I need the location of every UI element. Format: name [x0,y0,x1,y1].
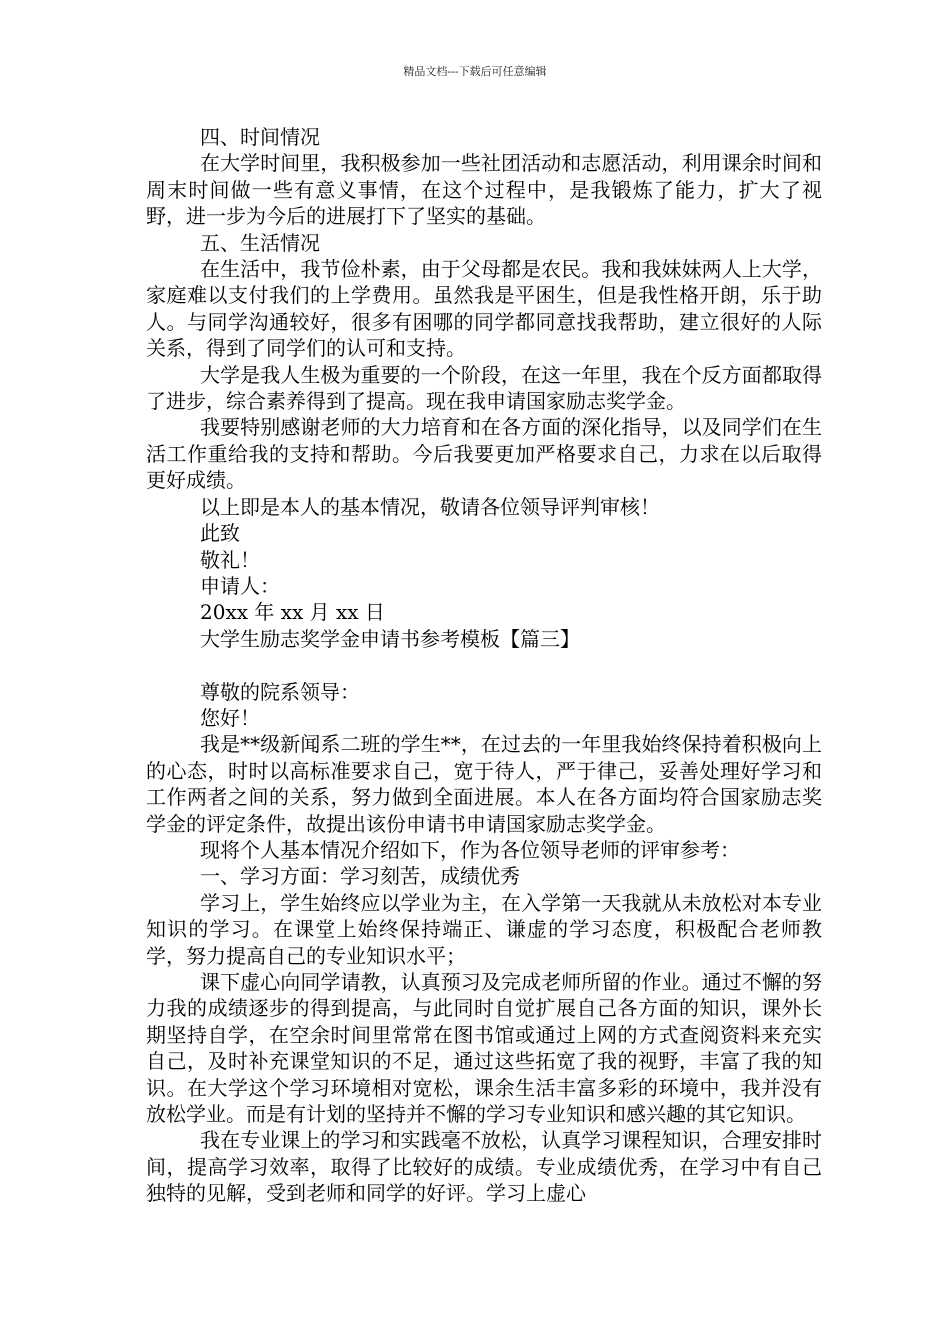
paragraph: 您好！ [200,705,260,730]
paragraph: 20xx 年 xx 月 xx 日 [200,600,385,625]
paragraph: 申请人： [200,573,280,598]
page-header: 精品文档---下载后可任意编辑 [403,65,547,78]
paragraph: 以上即是本人的基本情况，敬请各位领导评判审核！ [200,494,660,519]
paragraph: 在生活中，我节俭朴素，由于父母都是农民。我和我妹妹两人上大学，家庭难以支付我们的上学费用。虽然我是平困生，但是我性格开朗，乐于助人。与同学沟通较好，很多有困哪的同学都同意找我帮助，建立很好的人际关系，得到了同学们的认可和支持。 [146,257,822,361]
paragraph: 现将个人基本情况介绍如下，作为各位领导老师的评审参考： [200,837,740,862]
paragraph: 在大学时间里，我积极参加一些社团活动和志愿活动，利用课余时间和周末时间做一些有意义事情，在这个过程中，是我锻炼了能力，扩大了视野，进一步为今后的进展打下了坚实的基础。 [146,151,822,229]
paragraph: 尊敬的院系领导： [200,679,360,704]
paragraph: 敬礼！ [200,547,260,572]
paragraph: 四、时间情况 [200,125,320,149]
paragraph: 学习上，学生始终应以学业为主，在入学第一天我就从未放松对本专业知识的学习。在课堂上始终保持端正、谦虚的学习态度，积极配合老师教学，努力提高自己的专业知识水平； [146,890,822,968]
paragraph: 课下虚心向同学请教，认真预习及完成老师所留的作业。通过不懈的努力我的成绩逐步的得到提高，与此同时自觉扩展自己各方面的知识，课外长期坚持自学，在空余时间里常常在图书馆或通过上网的方式查阅资料来充实自己，及时补充课堂知识的不足，通过这些拓宽了我的视野，丰富了我的知识。在大学这个学习环境相对宽松，课余生活丰富多彩的环境中，我并没有放松学业。而是有计划的坚持并不懈的学习专业知识和感兴趣的其它知识。 [146,969,822,1127]
paragraph: 我要特别感谢老师的大力培育和在各方面的深化指导，以及同学们在生活工作重给我的支持和帮助。今后我要更加严格要求自己，力求在以后取得更好成绩。 [146,415,822,493]
document-body [146,124,822,1207]
paragraph: 五、生活情况 [200,230,320,255]
blank-line [146,652,822,678]
paragraph: 大学生励志奖学金申请书参考模板【篇三】 [200,626,580,651]
paragraph: 大学是我人生极为重要的一个阶段，在这一年里，我在个反方面都取得了进步，综合素养得到了提高。现在我申请国家励志奖学金。 [146,362,822,414]
paragraph: 我在专业课上的学习和实践毫不放松，认真学习课程知识，合理安排时间，提高学习效率，取得了比较好的成绩。专业成绩优秀，在学习中有自己独特的见解，受到老师和同学的好评。学习上虚心 [146,1128,822,1206]
paragraph: 此致 [200,521,240,546]
paragraph: 我是**级新闻系二班的学生**，在过去的一年里我始终保持着积极向上的心态，时时以高标准要求自己，宽于待人，严于律己，妥善处理好学习和工作两者之间的关系，努力做到全面进展。本人在各方面均符合国家励志奖学金的评定条件，故提出该份申请书申请国家励志奖学金。 [146,732,822,836]
paragraph: 一、学习方面：学习刻苦，成绩优秀 [200,864,520,889]
